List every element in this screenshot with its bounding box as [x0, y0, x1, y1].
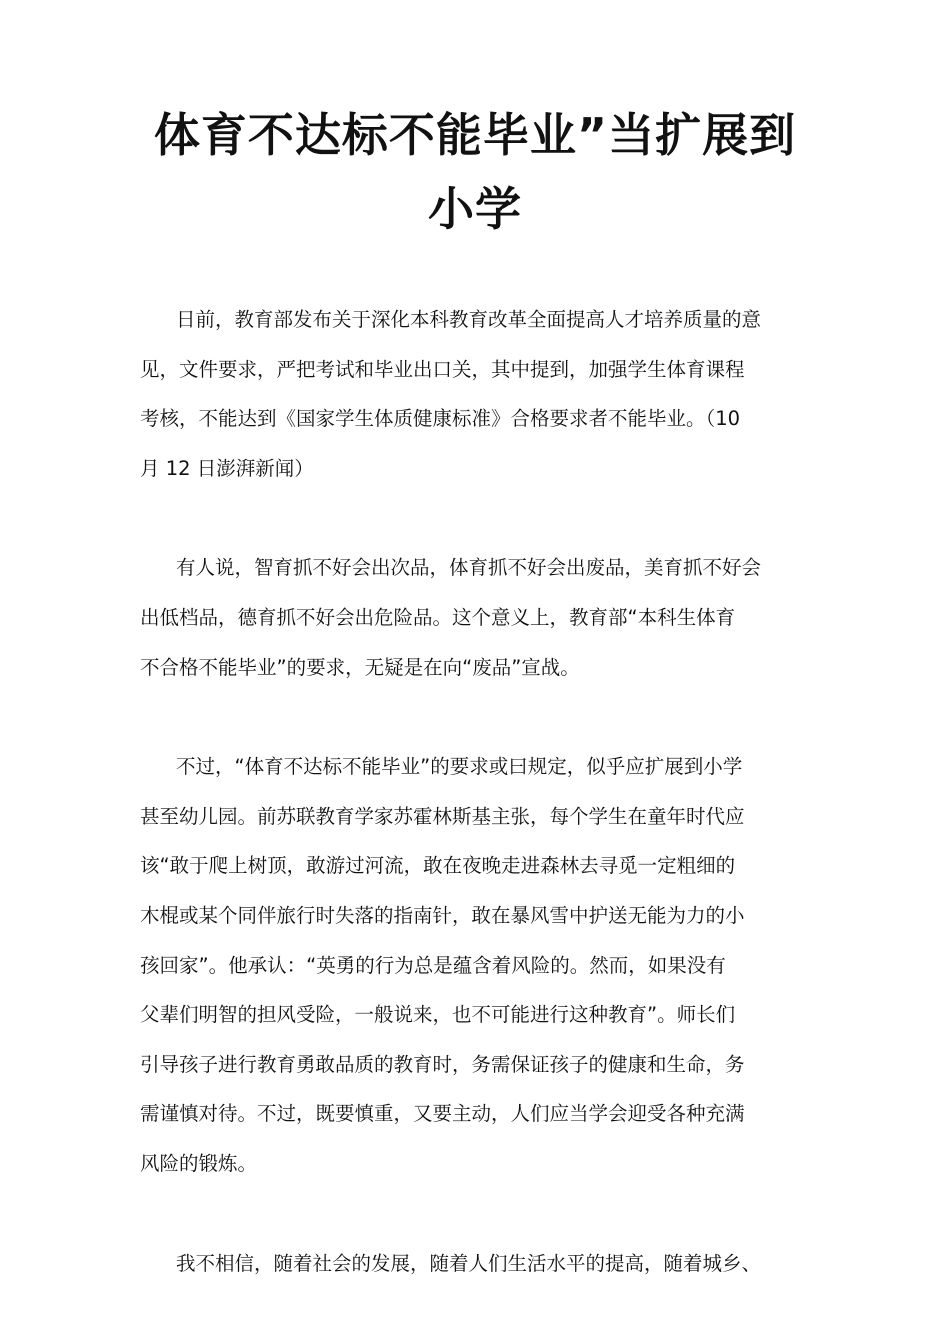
- paragraph-line: 有人说，智育抓不好会出次品，体育抓不好会出废品，美育抓不好会: [176, 556, 762, 580]
- paragraph-line: 需谨慎对待。不过，既要慎重，又要主动，人们应当学会迎受各种充满: [140, 1102, 745, 1126]
- paragraph-line: 甚至幼儿园。前苏联教育学家苏霍林斯基主张，每个学生在童年时代应: [140, 804, 745, 828]
- document-title: [120, 98, 830, 246]
- title-line: 体育不达标不能毕业”当扩展到: [153, 108, 797, 162]
- title-line: 小学: [428, 182, 522, 236]
- paragraph-line: 见，文件要求，严把考试和毕业出口关，其中提到，加强学生体育课程: [140, 357, 745, 381]
- paragraph-4: [140, 1239, 820, 1289]
- paragraph-line: 出低档品，德育抓不好会出危险品。这个意义上，教育部“本科生体育: [140, 605, 736, 629]
- document-body: [140, 295, 820, 1338]
- paragraph-2: [140, 543, 820, 692]
- paragraph-3: [140, 742, 820, 1188]
- paragraph-line: 日前，教育部发布关于深化本科教育改革全面提高人才培养质量的意: [176, 308, 762, 331]
- paragraph-line: 该“敢于爬上树顶，敢游过河流，敢在夜晚走进森林去寻觅一定粗细的: [140, 854, 736, 878]
- paragraph-line: 月 12 日澎湃新闻）: [140, 456, 314, 480]
- paragraph-line: 我不相信，随着社会的发展，随着人们生活水平的提高，随着城乡、: [176, 1251, 762, 1275]
- paragraph-line: 风险的锻炼。: [140, 1151, 258, 1175]
- paragraph-line: 不合格不能毕业”的要求，无疑是在向“废品”宣战。: [140, 655, 580, 679]
- paragraph-line: 父辈们明智的担风受险，一般说来，也不可能进行这种教育”。师长们: [140, 1003, 736, 1027]
- paragraph-line: 不过，“体育不达标不能毕业”的要求或曰规定，似乎应扩展到小学: [176, 755, 743, 779]
- paragraph-line: 孩回家”。他承认：“英勇的行为总是蕴含着风险的。然而，如果没有: [140, 953, 726, 977]
- paragraph-line: 引导孩子进行教育勇敢品质的教育时，务需保证孩子的健康和生命，务: [140, 1052, 745, 1076]
- paragraph-1: [140, 295, 820, 493]
- paragraph-line: 考核，不能达到《国家学生体质健康标准》合格要求者不能毕业。（10: [140, 407, 741, 431]
- paragraph-line: 木棍或某个同伴旅行时失落的指南针，敢在暴风雪中护送无能为力的小: [140, 903, 745, 927]
